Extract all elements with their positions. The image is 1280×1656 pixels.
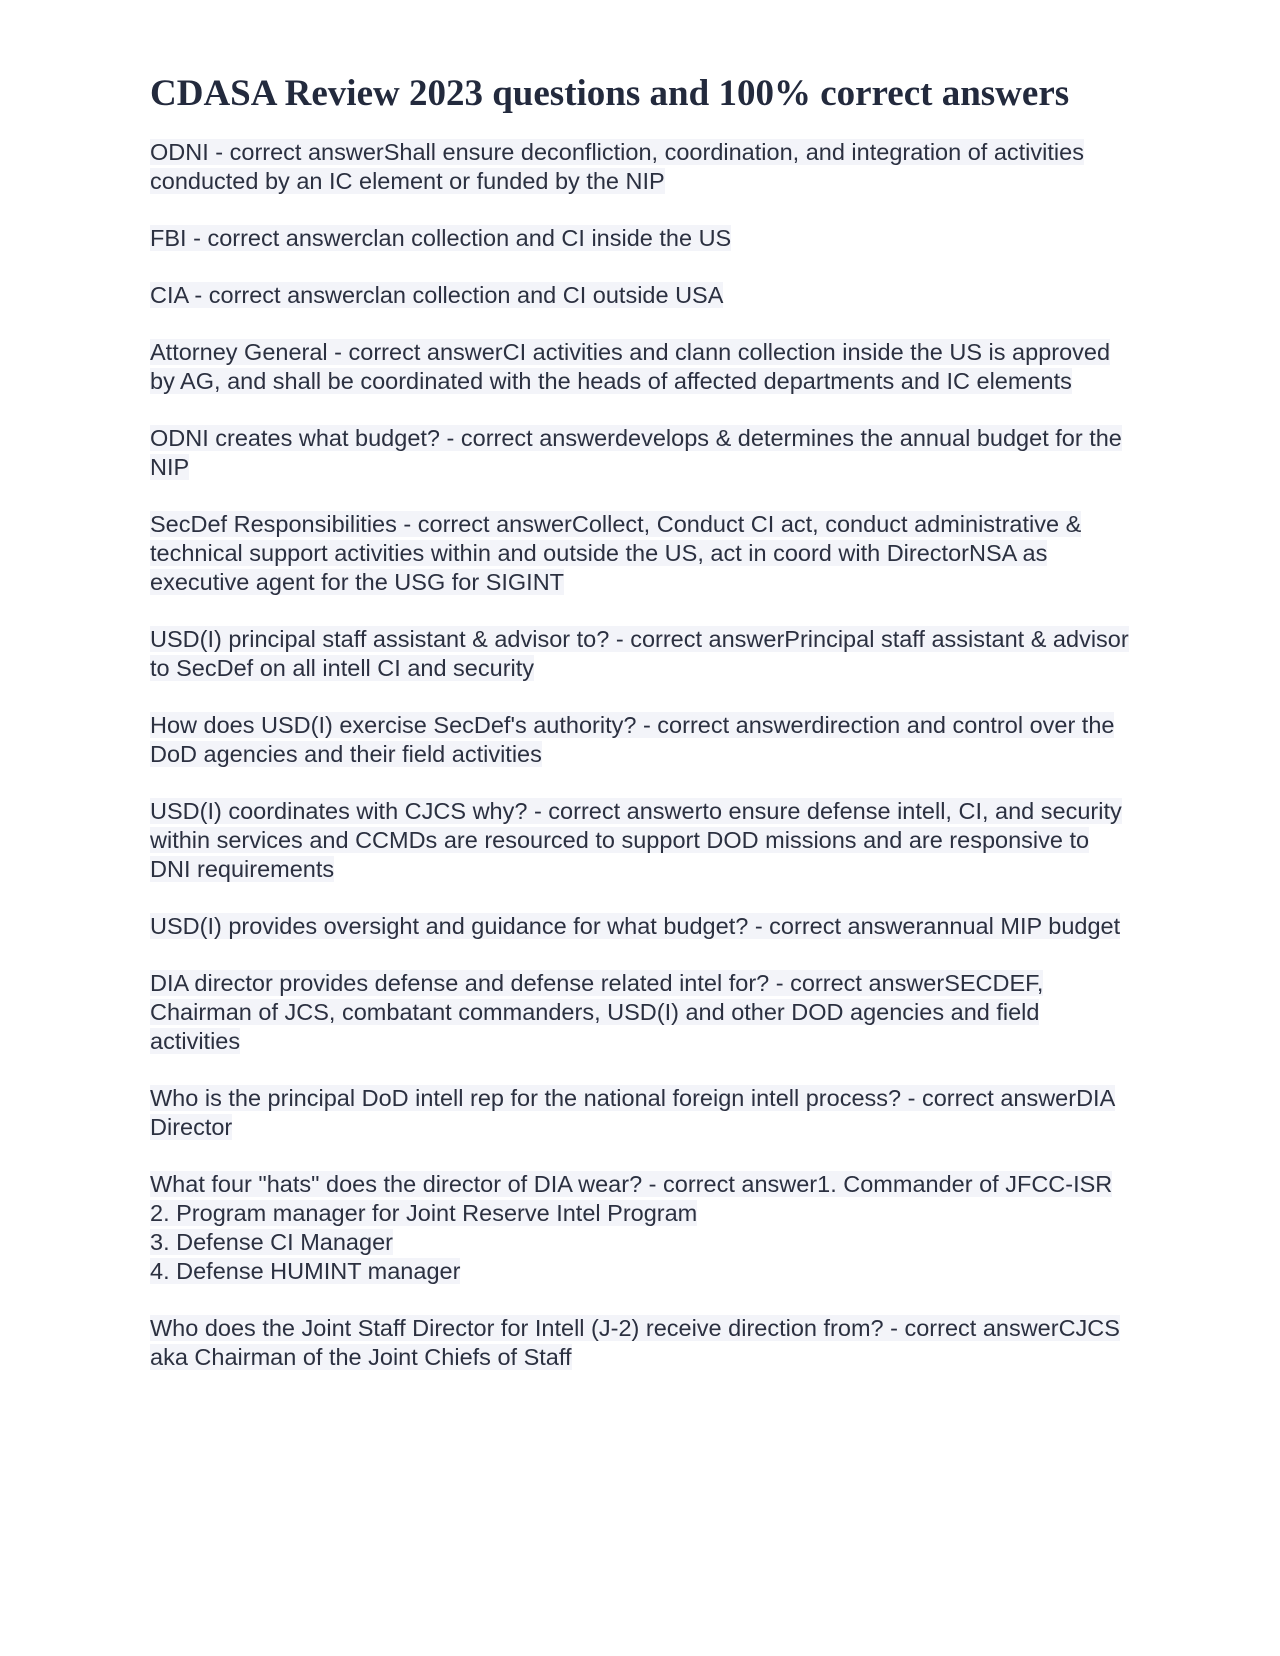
document-title: CDASA Review 2023 questions and 100% correct answers [150,73,1070,114]
qa-text: Attorney General - correct answerCI activities and clann collection inside the US is approved by AG, and shall be coordinated with the heads of affected departments and IC elements [150,339,1111,395]
qa-item [150,1170,1130,1286]
qa-text: Who does the Joint Staff Director for Intell (J-2) receive direction from? - correct answerCJCS aka Chairman of the Joint Chiefs of Staff [150,1315,1120,1371]
qa-text: Who is the principal DoD intell rep for the national foreign intell process? - correct answerDIA Director [150,1085,1116,1141]
qa-item [150,1084,1130,1142]
qa-item [150,797,1130,884]
qa-text: USD(I) provides oversight and guidance for what budget? - correct answerannual MIP budget [150,913,1121,940]
document-page [150,72,1130,1400]
qa-text: How does USD(I) exercise SecDef's authority? - correct answerdirection and control over the DoD agencies and their field activities [150,712,1115,768]
qa-text: SecDef Responsibilities - correct answerCollect, Conduct CI act, conduct administrative & technical support activities within and outside the US, act in coord with DirectorNSA as executive agent for the USG for SIGINT [150,511,1082,596]
qa-item [150,711,1130,769]
qa-item [150,510,1130,597]
qa-item [150,138,1130,196]
qa-item [150,625,1130,683]
qa-item [150,281,1130,310]
qa-text: What four "hats" does the director of DIA wear? - correct answer1. Commander of JFCC-ISR 2. Program manager for Joint Reserve Intel Program 3. Defense CI Manager 4. Defense HUMINT manager [150,1171,1113,1285]
qa-item [150,424,1130,482]
qa-item [150,912,1130,941]
qa-item [150,969,1130,1056]
qa-text: USD(I) principal staff assistant & advisor to? - correct answerPrincipal staff assistant & advisor to SecDef on all intell CI and security [150,626,1129,682]
qa-text: CIA - correct answerclan collection and CI outside USA [150,282,724,309]
qa-text: USD(I) coordinates with CJCS why? - correct answerto ensure defense intell, CI, and security within services and CCMDs are resourced to support DOD missions and are responsive to DNI requirements [150,798,1122,883]
qa-text: ODNI - correct answerShall ensure deconfliction, coordination, and integration of activities conducted by an IC element or funded by the NIP [150,139,1084,195]
qa-text: DIA director provides defense and defense related intel for? - correct answerSECDEF, Chairman of JCS, combatant commanders, USD(I) and other DOD agencies and field activities [150,970,1044,1055]
qa-item [150,224,1130,253]
qa-text: ODNI creates what budget? - correct answerdevelops & determines the annual budget for the NIP [150,425,1122,481]
qa-text: FBI - correct answerclan collection and CI inside the US [150,225,732,252]
qa-list [150,138,1130,1372]
qa-item [150,338,1130,396]
qa-item [150,1314,1130,1372]
